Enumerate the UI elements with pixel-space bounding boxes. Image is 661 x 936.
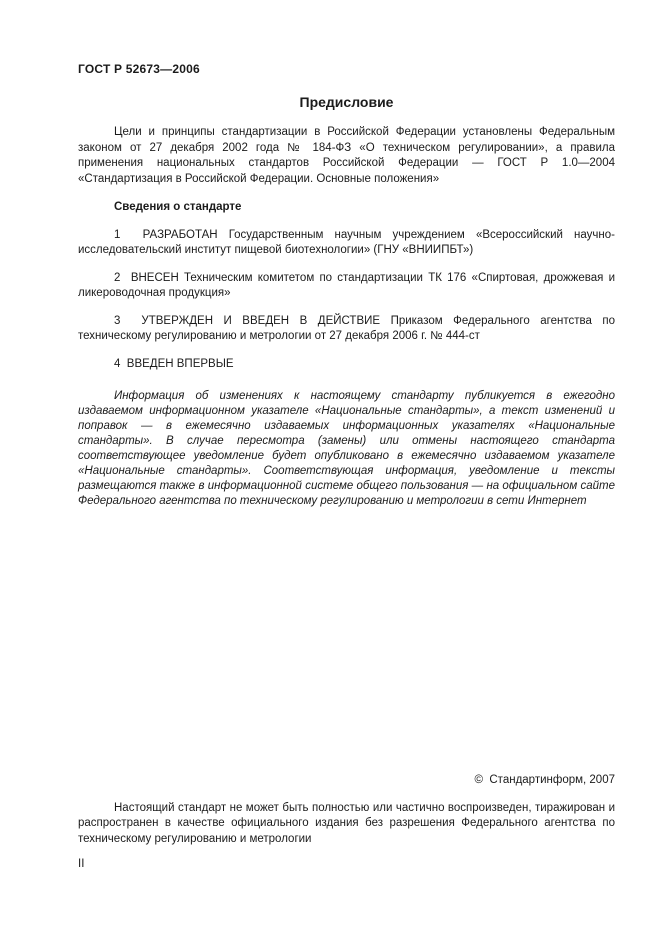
reproduction-notice: Настоящий стандарт не может быть полностью или частично воспроизведен, тиражирован и распространен в качестве официального издания без разрешения Федерального агентства по техническому регулированию и метрологии (78, 801, 615, 845)
standard-info-item-1: 1 РАЗРАБОТАН Государственным научным учреждением «Всероссийский научно-исследовательский институт пищевой биотехнологии» (ГНУ «ВНИИПБТ») (78, 228, 615, 256)
copyright-notice: © Стандартинформ, 2007 (474, 773, 615, 786)
document-code: ГОСТ Р 52673—2006 (78, 62, 200, 76)
page-title: Предисловие (299, 94, 394, 110)
standard-info-item-4: 4 ВВЕДЕН ВПЕРВЫЕ (114, 357, 234, 370)
standard-info-item-2: 2 ВНЕСЕН Техническим комитетом по стандартизации ТК 176 «Спиртовая, дрожжевая и ликероводочная продукция» (78, 271, 615, 299)
standard-info-heading: Сведения о стандарте (114, 201, 242, 213)
standard-info-item-3: 3 УТВЕРЖДЕН И ВВЕДЕН В ДЕЙСТВИЕ Приказом Федерального агентства по техническому регулированию и метрологии от 27 декабря 2006 г. № 444-ст (78, 314, 615, 342)
amendments-note: Информация об изменениях к настоящему стандарту публикуется в ежегодно издаваемом информационном указателе «Национальные стандарты», а текст изменений и поправок — в ежемесячно издаваемых информационных указателях «Национальные стандарты». В случае пересмотра (замены) или отмены настоящего стандарта соответствующее уведомление будет опубликовано в ежемесячно издаваемом указателе «Национальные стандарты». Соответствующая информация, уведомление и тексты размещаются также в информационной системе общего пользования — на официальном сайте Федерального агентства по техническому регулированию и метрологии в сети Интернет (78, 390, 615, 507)
intro-paragraph: Цели и принципы стандартизации в Российской Федерации установлены Федеральным законом от 27 декабря 2002 года № 184-ФЗ «О техническом регулировании», а правила применения национальных стандартов Российской Федерации — ГОСТ Р 1.0—2004 «Стандартизация в Российской Федерации. Основные положения» (78, 126, 615, 185)
blank-space (78, 509, 615, 774)
page-number: II (78, 858, 85, 870)
